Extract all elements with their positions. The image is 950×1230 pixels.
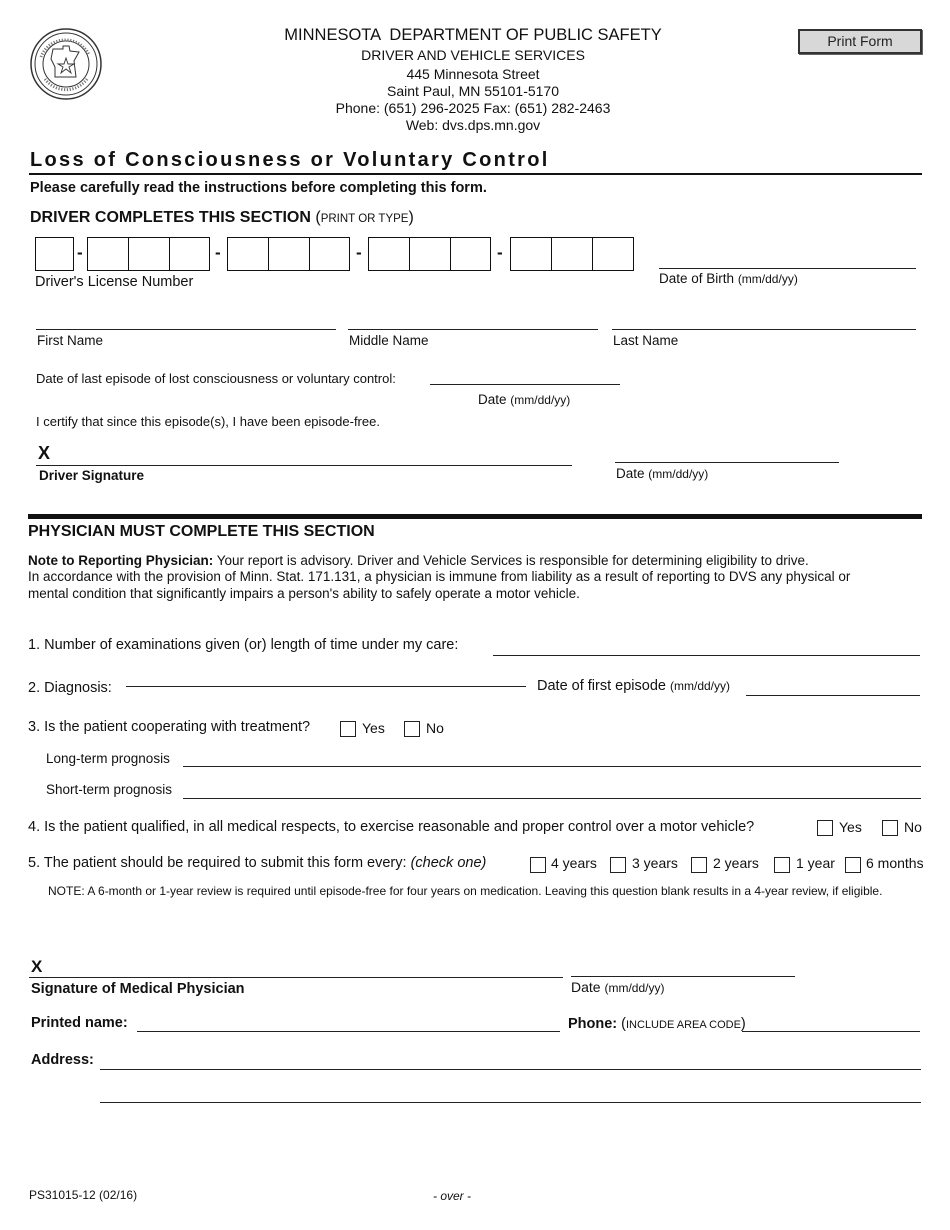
license-group-2[interactable] xyxy=(87,237,210,271)
q5-text: 5. The patient should be required to submit this form every: xyxy=(28,855,407,871)
physician-note-bold: Note to Reporting Physician: xyxy=(28,553,214,568)
sig-date-format: (mm/dd/yy) xyxy=(648,467,709,481)
date-label-text: Date xyxy=(478,392,507,407)
middle-name-field[interactable] xyxy=(348,329,598,330)
first-episode-date-field[interactable] xyxy=(746,695,920,696)
license-number-label: Driver's License Number xyxy=(35,274,194,290)
driver-signature-date-field[interactable] xyxy=(615,462,839,463)
address-label: Address: xyxy=(31,1052,94,1068)
license-dash: - xyxy=(215,243,221,262)
division-name: DRIVER AND VEHICLE SERVICES xyxy=(361,47,585,63)
short-term-field[interactable] xyxy=(183,798,921,799)
driver-signature-date-label xyxy=(616,466,708,481)
paren-open: ( xyxy=(310,209,321,226)
over-note: - over - xyxy=(433,1189,472,1203)
physician-note-line-2: In accordance with the provision of Minn. Stat. 171.131, a physician is immune from liability as a result of reporting to DVS any physical or xyxy=(28,569,851,584)
q5-3years-checkbox[interactable] xyxy=(610,857,626,873)
driver-section-title xyxy=(30,209,414,227)
q5-1year-checkbox[interactable] xyxy=(774,857,790,873)
print-form-button[interactable]: Print Form xyxy=(798,29,922,54)
agency-name: MINNESOTA DEPARTMENT OF PUBLIC SAFETY xyxy=(284,26,662,44)
city-address: Saint Paul, MN 55101-5170 xyxy=(387,83,559,99)
instructions-text: Please carefully read the instructions before completing this form. xyxy=(30,180,487,196)
license-dash: - xyxy=(77,243,83,262)
license-dash: - xyxy=(497,243,503,262)
q5-2years-checkbox[interactable] xyxy=(691,857,707,873)
q5-4years-label: 4 years xyxy=(551,855,597,871)
q5-label xyxy=(28,855,486,871)
phone-paren-open: ( xyxy=(617,1016,626,1032)
license-dash: - xyxy=(356,243,362,262)
middle-name-label: Middle Name xyxy=(349,333,429,348)
q2-label: 2. Diagnosis: xyxy=(28,680,112,696)
last-name-field[interactable] xyxy=(612,329,916,330)
q5-2years-label: 2 years xyxy=(713,855,759,871)
physician-note-line-3: mental condition that significantly impairs a person's ability to safely operate a motor vehicle. xyxy=(28,586,580,601)
phone-label-text: Phone: xyxy=(568,1016,618,1032)
license-char-box-1[interactable] xyxy=(35,237,74,271)
dob-format: (mm/dd/yy) xyxy=(737,272,798,286)
q4-label: 4. Is the patient qualified, in all medical respects, to exercise reasonable and proper control over a motor vehicle? xyxy=(28,819,755,835)
phone-field[interactable] xyxy=(742,1031,920,1032)
physician-signature-label: Signature of Medical Physician xyxy=(31,981,245,997)
printed-name-label: Printed name: xyxy=(31,1015,128,1031)
first-episode-format: (mm/dd/yy) xyxy=(670,679,730,693)
physician-note-text: Your report is advisory. Driver and Vehicle Services is responsible for determining eligibility to drive. xyxy=(213,553,809,568)
street-address: 445 Minnesota Street xyxy=(406,66,540,82)
diagnosis-field[interactable] xyxy=(126,686,526,687)
q1-label: 1. Number of examinations given (or) length of time under my care: xyxy=(28,637,459,653)
short-term-label: Short-term prognosis xyxy=(46,782,173,797)
physician-signature-field[interactable] xyxy=(29,977,563,978)
q5-note: NOTE: A 6-month or 1-year review is required until episode-free for four years on medication. Leaving this question blank results in a 4-year review, if eligible. xyxy=(48,884,883,898)
q5-6months-label: 6 months xyxy=(866,855,924,871)
license-group-5[interactable] xyxy=(510,237,634,271)
physician-date-field[interactable] xyxy=(571,976,795,977)
physician-date-text: Date xyxy=(571,979,601,995)
q4-no-label: No xyxy=(904,819,922,835)
physician-date-label xyxy=(571,979,664,995)
driver-section-label: DRIVER COMPLETES THIS SECTION xyxy=(30,209,311,226)
q3-yes-checkbox[interactable] xyxy=(340,721,356,737)
q4-yes-label: Yes xyxy=(839,819,862,835)
phone-note: INCLUDE AREA CODE xyxy=(626,1019,741,1031)
dob-field[interactable] xyxy=(659,268,916,269)
title-rule xyxy=(29,173,922,175)
physician-note-line-1 xyxy=(28,553,809,568)
physician-date-format: (mm/dd/yy) xyxy=(604,981,665,995)
physician-section-title: PHYSICIAN MUST COMPLETE THIS SECTION xyxy=(28,523,375,540)
date-format: (mm/dd/yy) xyxy=(510,393,571,407)
first-name-label: First Name xyxy=(37,333,104,348)
form-id: PS31015-12 (02/16) xyxy=(29,1188,138,1202)
long-term-label: Long-term prognosis xyxy=(46,751,170,766)
address-field-line-1[interactable] xyxy=(100,1069,921,1070)
phone-paren-close: ) xyxy=(740,1016,746,1032)
dob-label xyxy=(659,271,798,286)
license-group-4[interactable] xyxy=(368,237,491,271)
long-term-field[interactable] xyxy=(183,766,921,767)
printed-name-field[interactable] xyxy=(137,1031,560,1032)
q5-check-one: (check one) xyxy=(410,855,487,871)
last-episode-date-field[interactable] xyxy=(430,384,620,385)
q1-field[interactable] xyxy=(493,655,920,656)
section-divider xyxy=(28,514,922,519)
first-episode-text: Date of first episode xyxy=(537,678,666,694)
paren-close: ) xyxy=(408,209,414,226)
driver-signature-field[interactable] xyxy=(36,465,572,466)
last-episode-date-label xyxy=(478,392,570,407)
license-group-3[interactable] xyxy=(227,237,350,271)
q4-yes-checkbox[interactable] xyxy=(817,820,833,836)
q5-1year-label: 1 year xyxy=(796,855,835,871)
address-field-line-2[interactable] xyxy=(100,1102,921,1103)
driver-signature-label: Driver Signature xyxy=(39,468,145,483)
q3-no-label: No xyxy=(426,720,444,736)
certify-text: I certify that since this episode(s), I have been episode-free. xyxy=(36,414,380,429)
q5-6months-checkbox[interactable] xyxy=(845,857,861,873)
sig-date-text: Date xyxy=(616,466,645,481)
physician-x-mark: X xyxy=(31,957,43,976)
q3-label: 3. Is the patient cooperating with treatment? xyxy=(28,719,311,735)
first-episode-label xyxy=(537,678,730,694)
phone-label xyxy=(568,1016,746,1032)
last-name-label: Last Name xyxy=(613,333,679,348)
last-episode-label: Date of last episode of lost consciousness or voluntary control: xyxy=(36,371,396,386)
q3-yes-label: Yes xyxy=(362,720,385,736)
phone-fax: Phone: (651) 296-2025 Fax: (651) 282-2463 xyxy=(335,100,611,116)
dob-label-text: Date of Birth xyxy=(659,271,735,286)
form-title: Loss of Consciousness or Voluntary Control xyxy=(30,149,550,171)
website: Web: dvs.dps.mn.gov xyxy=(405,117,541,133)
print-or-type-note: PRINT OR TYPE xyxy=(320,213,409,225)
driver-x-mark: X xyxy=(38,443,51,463)
q5-4years-checkbox[interactable] xyxy=(530,857,546,873)
q3-no-checkbox[interactable] xyxy=(404,721,420,737)
first-name-field[interactable] xyxy=(36,329,336,330)
q4-no-checkbox[interactable] xyxy=(882,820,898,836)
q5-3years-label: 3 years xyxy=(632,855,678,871)
